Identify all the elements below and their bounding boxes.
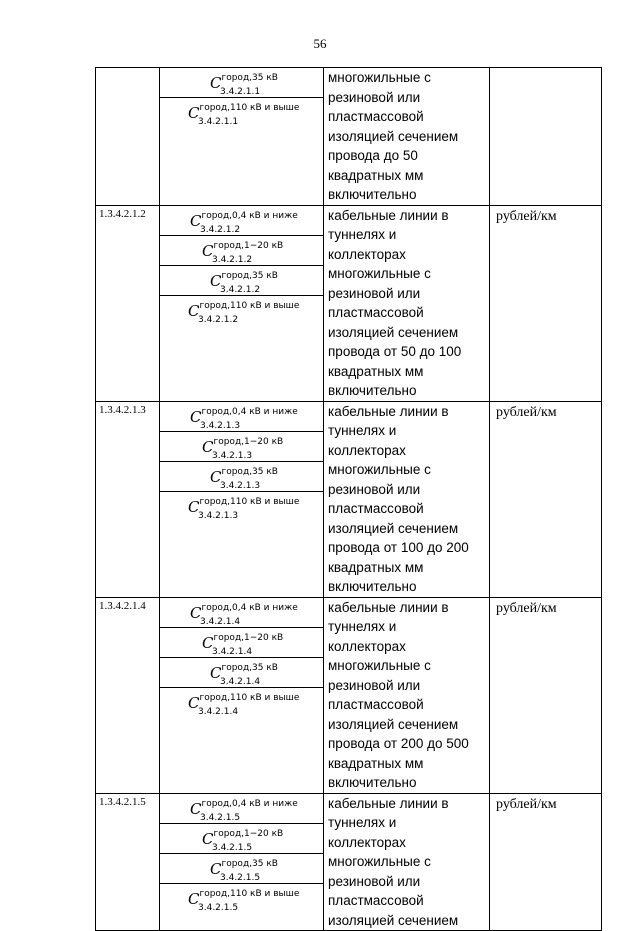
symbol-superscript: город,35 кВ <box>221 73 278 83</box>
cost-symbol <box>160 462 323 492</box>
symbol-letter: C <box>202 633 214 652</box>
description-line: провода от 200 до 500 <box>328 736 469 751</box>
description-line: квадратных мм <box>328 755 424 771</box>
symbol-subscript: 3.4.2.1.5 <box>198 902 239 913</box>
symbol-letter: C <box>188 301 200 320</box>
description-line: квадратных мм <box>328 167 424 183</box>
table-row <box>96 793 602 931</box>
description-line: резиновой или <box>328 481 421 497</box>
cost-symbol <box>160 598 323 628</box>
unit-cell: рублей/км <box>490 597 602 793</box>
description-line: коллекторах <box>328 246 406 262</box>
description-line: включительно <box>328 187 417 202</box>
symbol-letter: C <box>202 241 214 260</box>
symbol-letter: C <box>190 603 202 622</box>
row-code: 1.3.4.2.1.5 <box>96 793 160 931</box>
symbols-cell <box>160 205 324 401</box>
cost-symbol <box>160 266 323 296</box>
description-cell <box>324 597 490 793</box>
description-line: кабельные линии в <box>328 403 449 419</box>
cost-symbol <box>160 658 323 688</box>
description-line: включительно <box>328 775 417 790</box>
unit-cell: рублей/км <box>490 205 602 401</box>
symbol-superscript: город,0,4 кВ и ниже <box>201 602 298 613</box>
description-line: провода до 50 <box>328 148 418 163</box>
symbol-subscript: 3.4.2.1.2 <box>220 284 261 295</box>
symbol-letter: C <box>188 889 200 908</box>
symbol-superscript: город,35 кВ <box>221 858 278 869</box>
symbols-cell <box>160 68 324 206</box>
description-cell <box>324 205 490 401</box>
description-line: провода от 100 до 200 <box>328 540 469 555</box>
symbol-superscript: город,110 кВ и выше <box>199 496 300 507</box>
symbol-superscript: город,1−20 кВ <box>213 828 284 839</box>
description-line: изоляцией сечением <box>328 912 459 928</box>
cost-symbol <box>160 688 323 718</box>
symbol-subscript: 3.4.2.1.5 <box>220 872 261 883</box>
cost-symbol <box>160 402 323 432</box>
symbol-letter: C <box>190 407 202 426</box>
cost-symbol <box>160 206 323 236</box>
description-line: включительно <box>328 579 417 594</box>
description-line: резиновой или <box>328 285 421 301</box>
cost-symbol <box>160 824 323 854</box>
symbol-subscript: 3.4.2.1.4 <box>212 646 253 657</box>
description-line: коллекторах <box>328 638 406 654</box>
symbol-superscript: город,110 кВ и выше <box>199 692 300 703</box>
description-cell <box>324 401 490 597</box>
description-line: квадратных мм <box>328 363 424 379</box>
symbol-subscript: 3.4.2.1.3 <box>212 450 253 461</box>
description-line: коллекторах <box>328 442 406 458</box>
cost-symbol <box>160 68 323 98</box>
symbol-subscript: 3.4.2.1.5 <box>200 812 241 823</box>
symbol-superscript: город,110 кВ и выше <box>199 888 300 899</box>
symbol-letter: C <box>210 74 222 92</box>
description-line: провода от 50 до 100 <box>328 344 462 359</box>
description-line: изоляцией сечением <box>328 520 459 536</box>
symbol-superscript: город,0,4 кВ и ниже <box>201 798 298 809</box>
symbol-subscript: 3.4.2.1.3 <box>220 480 261 491</box>
description-line: квадратных мм <box>328 559 424 575</box>
description-line: изоляцией сечением <box>328 324 459 340</box>
cost-symbol <box>160 432 323 462</box>
description-cell <box>324 68 490 206</box>
description-line: пластмассовой <box>328 893 424 908</box>
symbol-subscript: 3.4.2.1.1 <box>220 87 261 97</box>
symbol-superscript: город,0,4 кВ и ниже <box>201 210 298 221</box>
description-line: кабельные линии в <box>328 207 449 223</box>
symbol-subscript: 3.4.2.1.3 <box>198 510 239 521</box>
row-code: 1.3.4.2.1.4 <box>96 597 160 793</box>
description-line: кабельные линии в <box>328 599 449 615</box>
cost-symbol <box>160 492 323 522</box>
cost-symbol <box>160 884 323 914</box>
symbol-subscript: 3.4.2.1.5 <box>212 842 253 853</box>
symbol-letter: C <box>188 104 200 122</box>
symbols-cell <box>160 793 324 931</box>
description-line: пластмассовой <box>328 109 424 124</box>
table-row <box>96 597 602 793</box>
symbol-subscript: 3.4.2.1.2 <box>200 224 241 235</box>
table-row <box>96 401 602 597</box>
cost-symbol <box>160 628 323 658</box>
symbol-letter: C <box>190 211 202 230</box>
row-code <box>96 68 160 206</box>
symbol-letter: C <box>202 829 214 848</box>
description-line: многожильные с <box>328 462 431 477</box>
tariff-table <box>95 67 602 931</box>
cost-symbol <box>160 236 323 266</box>
row-code: 1.3.4.2.1.3 <box>96 401 160 597</box>
symbols-cell <box>160 597 324 793</box>
description-line: многожильные с <box>328 854 431 869</box>
description-line: многожильные с <box>328 266 431 281</box>
symbol-subscript: 3.4.2.1.4 <box>198 706 239 717</box>
description-line: изоляцией сечением <box>328 128 459 144</box>
symbol-superscript: город,110 кВ и выше <box>199 103 300 113</box>
symbol-superscript: город,110 кВ и выше <box>199 300 300 311</box>
description-line: включительно <box>328 383 417 398</box>
symbol-subscript: 3.4.2.1.4 <box>200 616 241 627</box>
symbols-cell <box>160 401 324 597</box>
symbol-superscript: город,1−20 кВ <box>213 240 284 251</box>
symbol-letter: C <box>210 467 222 486</box>
cost-symbol <box>160 296 323 326</box>
description-line: туннелях и <box>328 815 397 830</box>
description-line: пластмассовой <box>328 501 424 516</box>
unit-cell: рублей/км <box>490 401 602 597</box>
description-line: резиновой или <box>328 873 421 889</box>
symbol-superscript: город,35 кВ <box>221 662 278 673</box>
description-line: многожильные с <box>328 70 431 85</box>
symbol-subscript: 3.4.2.1.4 <box>220 676 261 687</box>
unit-cell <box>490 68 602 206</box>
symbol-subscript: 3.4.2.1.2 <box>198 314 239 325</box>
cost-symbol <box>160 98 323 128</box>
description-line: туннелях и <box>328 227 397 242</box>
description-line: пластмассовой <box>328 305 424 320</box>
symbol-letter: C <box>210 271 222 290</box>
description-line: коллекторах <box>328 834 406 850</box>
symbol-letter: C <box>188 497 200 516</box>
page-number: 56 <box>313 36 327 51</box>
description-line: кабельные линии в <box>328 795 449 811</box>
symbol-subscript: 3.4.2.1.3 <box>200 420 241 431</box>
unit-cell: рублей/км <box>490 793 602 931</box>
description-line: туннелях и <box>328 423 397 438</box>
symbol-subscript: 3.4.2.1.1 <box>198 117 239 127</box>
symbol-superscript: город,35 кВ <box>221 270 278 281</box>
symbol-letter: C <box>210 663 222 682</box>
symbol-superscript: город,35 кВ <box>221 466 278 477</box>
description-line: изоляцией сечением <box>328 716 459 732</box>
description-cell <box>324 793 490 931</box>
description-line: туннелях и <box>328 619 397 634</box>
table-row <box>96 205 602 401</box>
description-line: резиновой или <box>328 677 421 693</box>
cost-symbol <box>160 854 323 884</box>
symbol-superscript: город,1−20 кВ <box>213 632 284 643</box>
row-code: 1.3.4.2.1.2 <box>96 205 160 401</box>
symbol-subscript: 3.4.2.1.2 <box>212 254 253 265</box>
symbol-letter: C <box>210 859 222 878</box>
symbol-letter: C <box>188 693 200 712</box>
symbol-letter: C <box>190 799 202 818</box>
description-line: резиновой или <box>328 89 421 105</box>
symbol-letter: C <box>202 437 214 456</box>
symbol-superscript: город,1−20 кВ <box>213 436 284 447</box>
description-line: многожильные с <box>328 658 431 673</box>
symbol-superscript: город,0,4 кВ и ниже <box>201 406 298 417</box>
description-line: пластмассовой <box>328 697 424 712</box>
table-row <box>96 68 602 206</box>
cost-symbol <box>160 794 323 824</box>
